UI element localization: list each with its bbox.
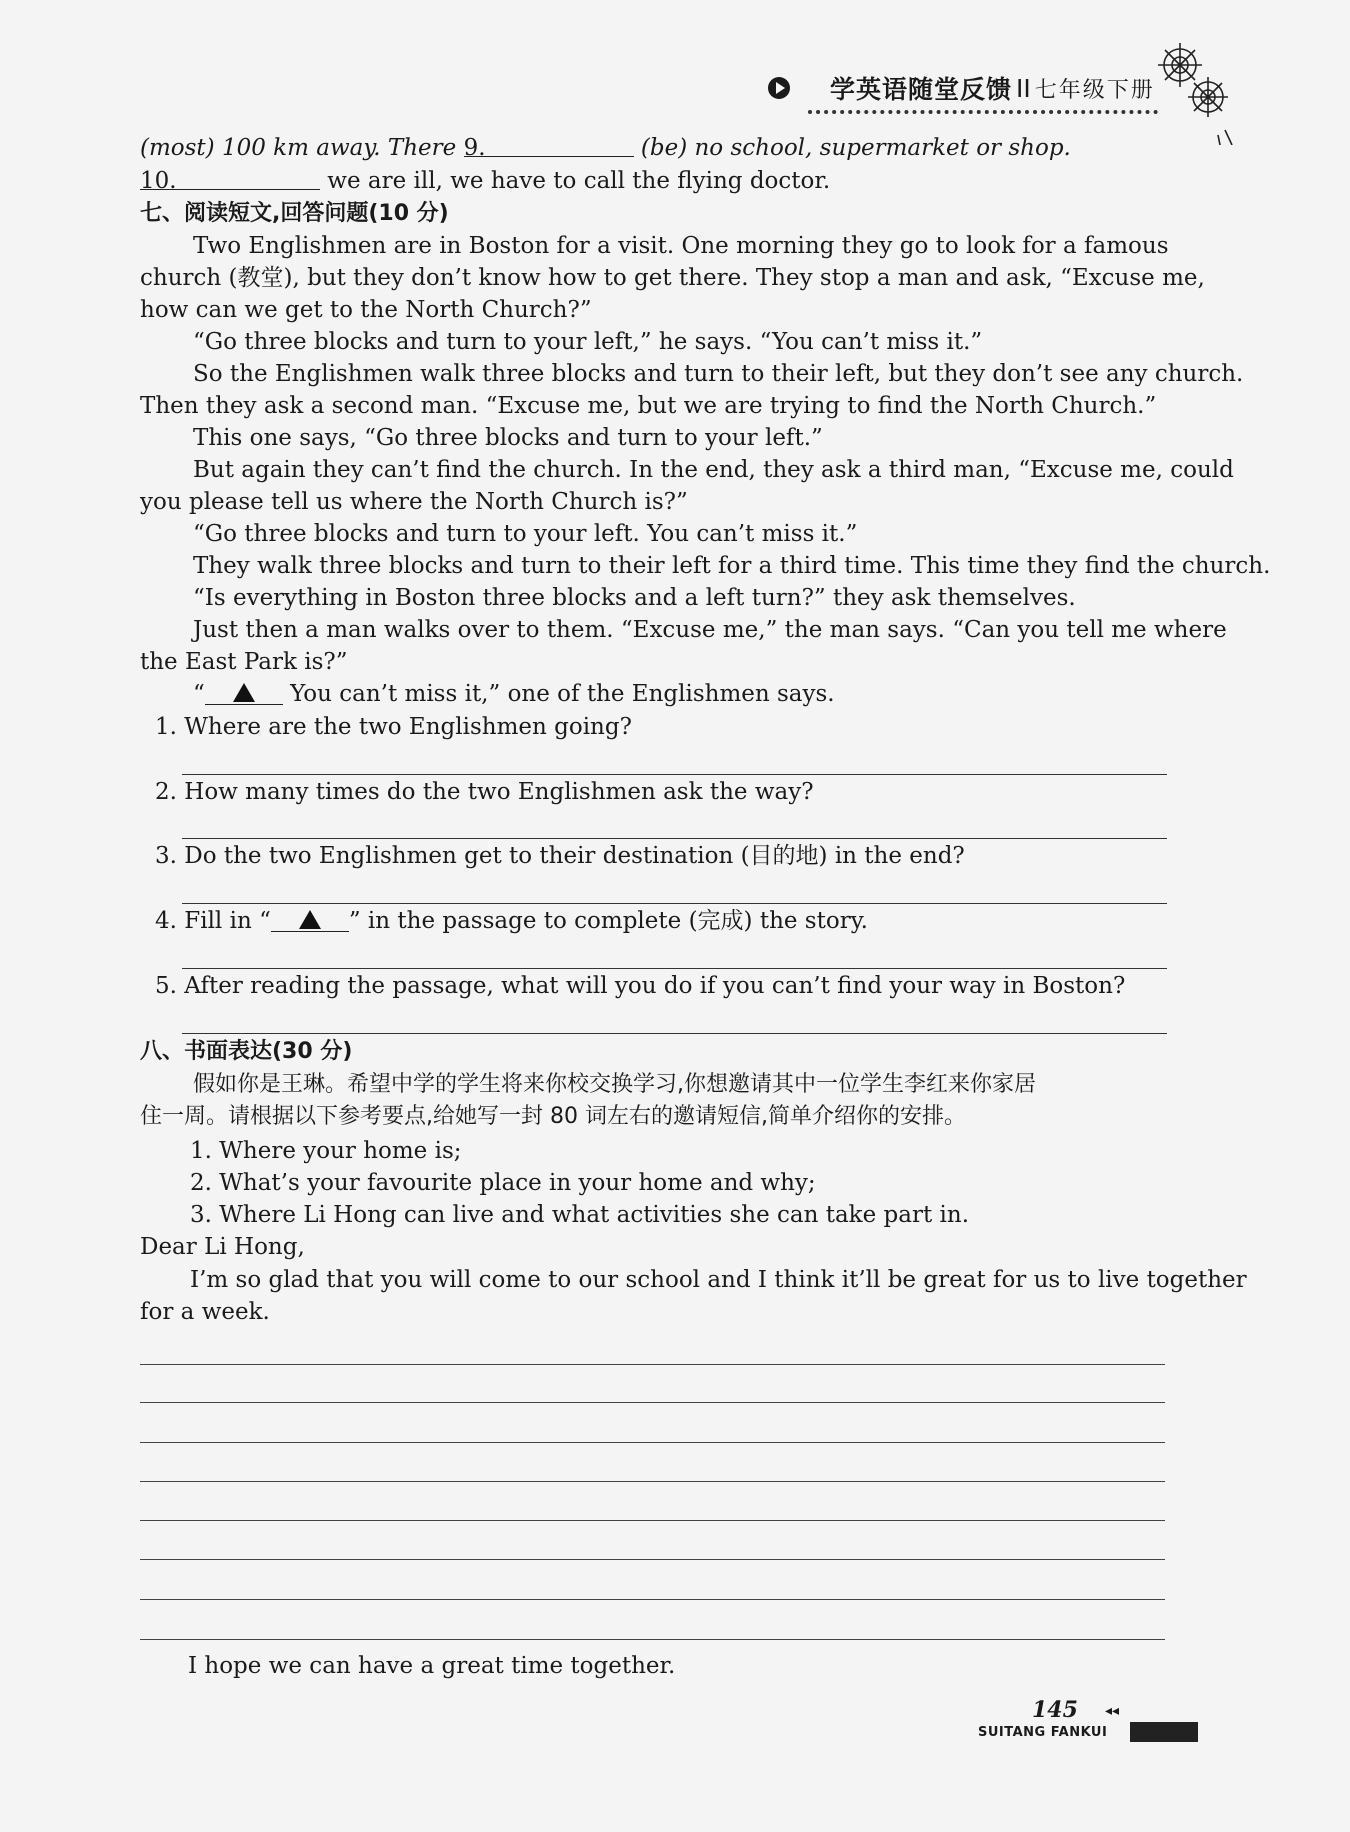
reading-heading: 七、阅读短文,回答问题(10 分) [140,201,449,226]
triangle-blank[interactable] [205,678,283,705]
cloze-line-2 [140,165,830,197]
writing-point: 2. What’s your favourite place in your home and why; [190,1170,816,1196]
letter-opening: I’m so glad that you will come to our school and I think it’ll be great for us to live together [190,1267,1247,1293]
page-header [768,68,1155,108]
writing-line[interactable] [140,1559,1165,1560]
letter-closing: I hope we can have a great time together. [188,1653,676,1679]
writing-point: 3. Where Li Hong can live and what activities she can take part in. [190,1202,970,1228]
answer-line-2[interactable] [182,838,1167,839]
book-volume-separator: II [1016,73,1031,103]
passage-line: “Go three blocks and turn to your left,” he says. “You can’t miss it.” [193,329,983,355]
answer-line-3[interactable] [182,903,1167,904]
blank-9-number: 9. [463,135,486,161]
passage-line-blank [193,678,835,710]
question-2: 2. How many times do the two Englishmen ask the way? [155,779,814,805]
writing-line[interactable] [140,1402,1165,1403]
cloze-text: (be) no school, supermarket or shop. [633,135,1071,161]
passage-line: church (教堂), but they don’t know how to get there. They stop a man and ask, “Excuse me, [140,265,1205,291]
passage-line: the East Park is?” [140,649,348,675]
writing-line[interactable] [140,1639,1165,1640]
writing-line[interactable] [140,1442,1165,1443]
writing-line[interactable] [140,1364,1165,1365]
writing-prompt-line: 假如你是王琳。希望中学的学生将来你校交换学习,你想邀请其中一位学生李红来你家居 [193,1072,1036,1097]
passage-line: So the Englishmen walk three blocks and turn to their left, but they don’t see any church. [193,361,1244,387]
question-4-text: ” in the passage to complete (完成) the story. [348,908,868,934]
question-5: 5. After reading the passage, what will you do if you can’t find your way in Boston? [155,973,1126,999]
writing-line[interactable] [140,1481,1165,1482]
passage-line: “Is everything in Boston three blocks and a left turn?” they ask themselves. [193,585,1076,611]
triangle-icon [299,910,321,929]
passage-line: Just then a man walks over to them. “Excuse me,” the man says. “Can you tell me where [193,617,1227,643]
answer-line-5[interactable] [182,1033,1167,1034]
passage-line: you please tell us where the North Church is?” [140,489,688,515]
question-1: 1. Where are the two Englishmen going? [155,714,632,740]
question-3: 3. Do the two Englishmen get to their destination (目的地) in the end? [155,843,965,869]
question-4 [155,905,868,937]
passage-line: how can we get to the North Church?” [140,297,592,323]
passage-line: This one says, “Go three blocks and turn to your left.” [193,425,823,451]
flower-ornament-icon [1140,35,1240,145]
writing-prompt-line: 住一周。请根据以下参考要点,给她写一封 80 词左右的邀请短信,简单介绍你的安排。 [140,1104,966,1129]
triangle-icon [233,683,255,702]
blank-10[interactable] [140,165,320,194]
back-arrows-icon: ◂◂ [1105,1703,1120,1719]
question-4-text: 4. Fill in “ [155,908,271,934]
letter-salutation: Dear Li Hong, [140,1234,305,1260]
writing-point: 1. Where your home is; [190,1138,462,1164]
quote-mark: “ [193,681,205,707]
cloze-line-1 [140,132,1071,164]
answer-line-1[interactable] [182,774,1167,775]
writing-heading: 八、书面表达(30 分) [140,1039,353,1064]
footer-brand: SUITANG FANKUI [978,1725,1108,1740]
writing-line[interactable] [140,1599,1165,1600]
book-grade: 七年级下册 [1034,77,1155,103]
passage-text: You can’t miss it,” one of the Englishmen says. [282,681,835,707]
page-number: 145 [1032,1697,1078,1723]
passage-line: Two Englishmen are in Boston for a visit. One morning they go to look for a famous [193,233,1169,259]
passage-line: “Go three blocks and turn to your left. You can’t miss it.” [193,521,858,547]
cloze-text: we are ill, we have to call the flying doctor. [320,168,831,194]
blank-9[interactable] [463,132,634,161]
blank-10-number: 10. [140,168,177,194]
play-bullet-icon [768,77,790,99]
passage-line: They walk three blocks and turn to their left for a third time. This time they find the church. [193,553,1271,579]
triangle-blank [271,905,349,932]
cloze-text: (most) 100 km away. There [140,135,464,161]
header-dotted-rule [808,110,1158,114]
writing-line[interactable] [140,1520,1165,1521]
passage-line: Then they ask a second man. “Excuse me, but we are trying to find the North Church.” [140,393,1157,419]
book-title: 学英语随堂反馈 [830,75,1013,104]
letter-opening: for a week. [140,1299,270,1325]
passage-line: But again they can’t find the church. In the end, they ask a third man, “Excuse me, could [193,457,1234,483]
answer-line-4[interactable] [182,968,1167,969]
footer-logo-box [1130,1722,1198,1742]
